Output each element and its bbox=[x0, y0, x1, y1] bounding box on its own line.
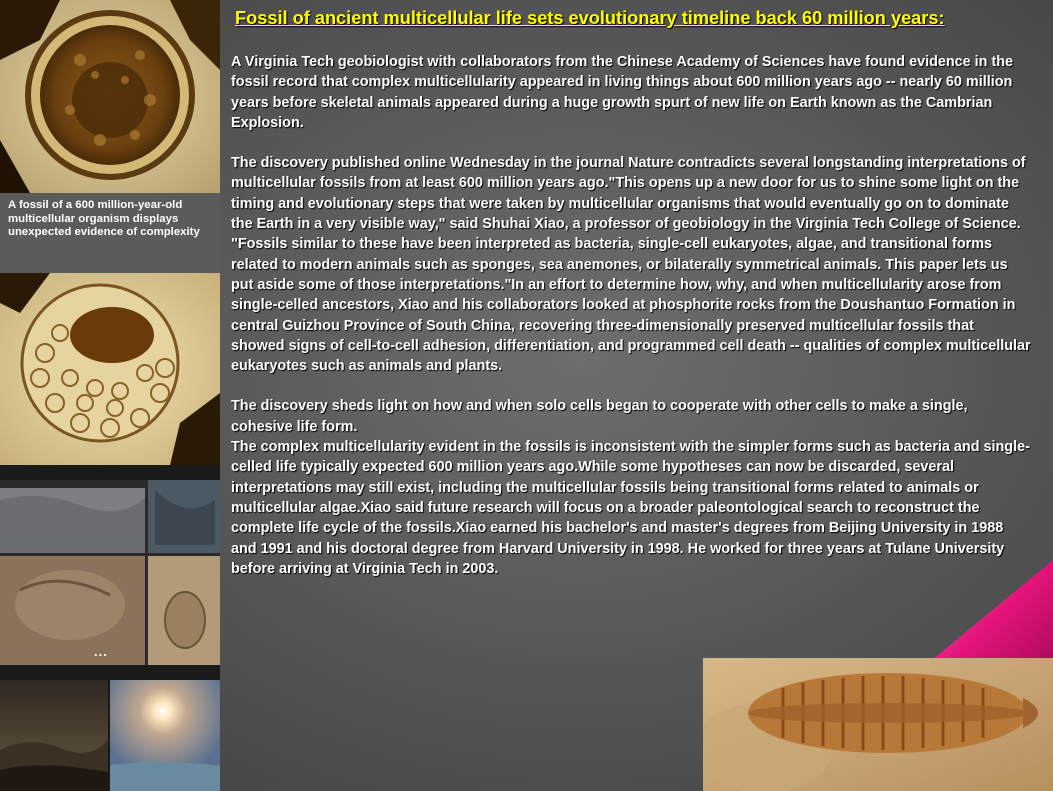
sun-sky-image bbox=[110, 680, 220, 791]
paragraph-4: The complex multicellularity evident in the fossils is inconsistent with the simpler forms such as bacteria and single-celled life typically expected 600 million years ago.While some hypotheses can now be discarded, several interpretations may still exist, including the multicellular fossils being transitional forms related to animals or multicellular algae.Xiao said future research will focus on a broader paleontological search to reconstruct the complete life cycle of the fossils.Xiao earned his bachelor's and master's degrees from Beijing University in 1988 and 1991 and his doctoral degree from Harvard University in 1998. He worked for three years at Tulane University before arriving at Virginia Tech in 2003. bbox=[231, 439, 1030, 577]
ancient-landscape-image bbox=[0, 680, 108, 791]
paragraph-3: The discovery sheds light on how and when solo cells began to cooperate with other cells to make a single, cohesive life form. bbox=[231, 398, 968, 435]
paragraph-1: A Virginia Tech geobiologist with collaborators from the Chinese Academy of Sciences have found evidence in the fossil record that complex multicellularity appeared in living things about 600 million years ago -- nearly 60 million years before skeletal animals appeared during a huge growth spurt of new life on Earth known as the Cambrian Explosion. bbox=[231, 54, 1014, 131]
trilobite-fossil-image bbox=[703, 658, 1053, 791]
rock-fossils-collage bbox=[0, 480, 220, 665]
fossil-caption: A fossil of a 600 million-year-old multicellular organism displays unexpected evidence of complexity bbox=[0, 193, 220, 273]
ellipsis-text: ... bbox=[94, 644, 108, 659]
left-image-column bbox=[0, 0, 220, 791]
fossil-micrograph-bottom bbox=[0, 273, 220, 465]
page-title: Fossil of ancient multicellular life sets evolutionary timeline back 60 million years: bbox=[235, 8, 945, 28]
paragraph-2: The discovery published online Wednesday in the journal Nature contradicts several longstanding interpretations of multicellular fossils from at least 600 million years ago."This opens up a new door for us to shine some light on the timing and evolutionary steps that were taken by multicellular organisms that would eventually go on to dominate the Earth in a very visible way," said Shuhai Xiao, a professor of geobiology in the Virginia Tech College of Science. "Fossils similar to these have been interpreted as bacteria, single-cell eukaryotes, algae, and transitional forms related to modern animals such as sponges, sea anemones, or bilaterally symmetrical animals. This paper lets us put aside some of those interpretations."In an effort to determine how, why, and when multicellularity arose from single-celled ancestors, Xiao and his collaborators looked at phosphorite rocks from the Doushantuo Formation in central Guizhou Province of South China, recovering three-dimensionally preserved multicellular fossils that showed signs of cell-to-cell adhesion, differentiation, and programmed cell death -- qualities of complex multicellular eukaryotes such as animals and plants. bbox=[231, 155, 1031, 375]
fossil-micrograph-top bbox=[0, 0, 220, 193]
article-body bbox=[231, 52, 1031, 579]
